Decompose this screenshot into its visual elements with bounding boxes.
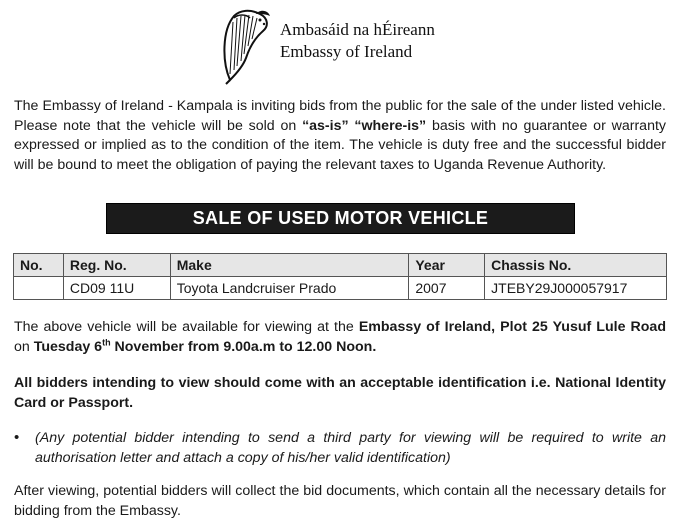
sale-banner: SALE OF USED MOTOR VEHICLE <box>106 203 575 234</box>
embassy-name-english: Embassy of Ireland <box>280 42 413 61</box>
column-header-make: Make <box>170 254 409 277</box>
column-header-chassis-no: Chassis No. <box>485 254 667 277</box>
after-viewing-paragraph: After viewing, potential bidders will collect the bid documents, which contain all the necessary details for bidding from the Embassy. <box>14 483 666 519</box>
viewing-day-suffix: th <box>102 336 111 347</box>
column-header-reg-no: Reg. No. <box>63 254 170 277</box>
vehicle-table <box>13 253 667 300</box>
intro-text-2: basis with no guarantee or warranty expressed or implied as to the condition of the item. The vehicle is duty free and the successful bidder will be bound to meet the obligation of paying the relevant taxes to Uganda Revenue Authority. <box>14 117 666 173</box>
cell-no <box>14 277 64 300</box>
cell-year: 2007 <box>409 277 485 300</box>
bidders-paragraph: All bidders intending to view should come with an acceptable identification i.e. National Identity Card or Passport. <box>14 375 666 411</box>
viewing-text-2: on <box>14 338 34 355</box>
table-header-row <box>14 254 667 277</box>
intro-text-1: The Embassy of Ireland - Kampala is inviting bids from the public for the sale of the under listed vehicle. Please note that the vehicle will be sold on <box>14 98 666 134</box>
viewing-time: November from 9.00a.m to 12.00 Noon. <box>110 338 377 355</box>
cell-reg-no: CD09 11U <box>63 277 170 300</box>
viewing-paragraph <box>14 318 666 357</box>
cell-chassis-no: JTEBY29J000057917 <box>485 277 667 300</box>
note-text: (Any potential bidder intending to send a third party for viewing will be required to write an authorisation letter and attach a copy of his/her valid identification) <box>35 430 666 466</box>
harp-icon <box>216 6 272 86</box>
column-header-year: Year <box>409 254 485 277</box>
intro-paragraph <box>14 97 666 175</box>
embassy-name-irish: Ambasáid na hÉireann <box>280 20 435 39</box>
viewing-text-1: The above vehicle will be available for viewing at the <box>14 319 359 335</box>
cell-make: Toyota Landcruiser Prado <box>170 277 409 300</box>
viewing-date <box>33 336 377 355</box>
bullet-icon: • <box>14 429 20 446</box>
viewing-day: Tuesday 6 <box>33 338 103 355</box>
viewing-location: Embassy of Ireland, Plot 25 Yusuf Lule Road <box>358 319 666 335</box>
table-row <box>14 277 667 300</box>
column-header-no: No. <box>14 254 64 277</box>
as-is-terms: “as-is” “where-is” <box>302 117 427 134</box>
letterhead <box>0 0 680 90</box>
